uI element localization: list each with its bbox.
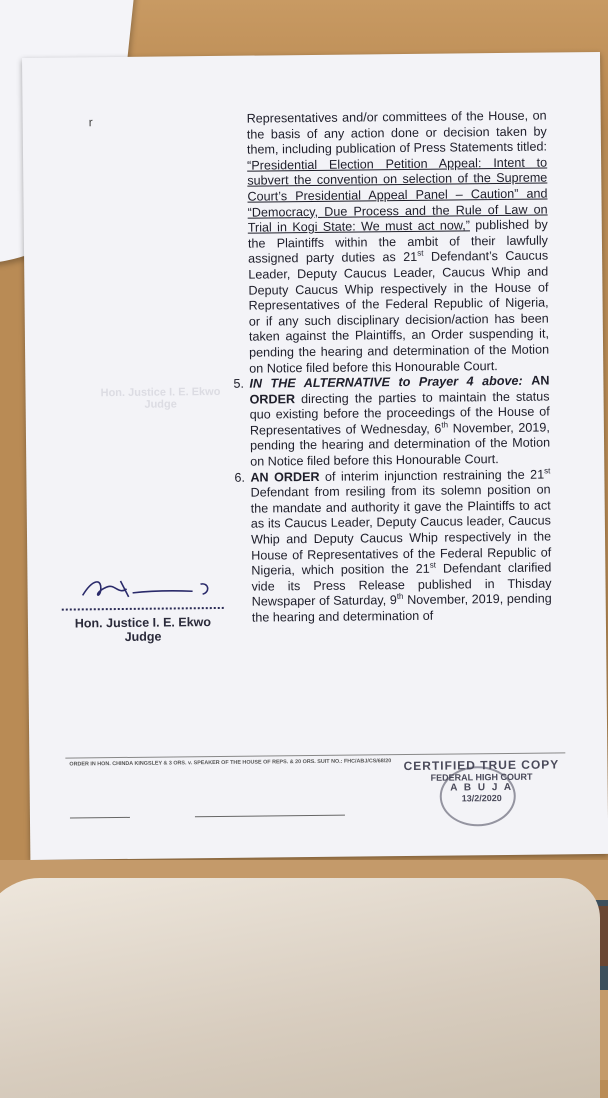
judge-name: Hon. Justice I. E. Ekwo (74, 615, 212, 631)
document-page (22, 52, 608, 860)
margin-mark: r (88, 115, 93, 130)
item-number: 6. (234, 470, 245, 485)
stamp-ring-icon (439, 766, 516, 827)
press-statement-titles: “Presidential Election Petition Appeal: Intent to subvert the convention on selection of the Supreme Court’s Presidential Appeal Panel – Caution” and “Democracy, Due Process and the Rule of Law on Trial in Kogi State: We must act now,” (247, 155, 548, 235)
footer-blank-line (70, 817, 130, 819)
order-label: AN ORDER (249, 373, 550, 407)
prayer-item-5: 5. IN THE ALTERNATIVE to Prayer 4 above: AN ORDER directing the parties to maintain the status quo existing before the proceedings of the House of Representatives of Wednesday, 6th November, 2019, pending the hearing and determination of the Motion on Notice filed before this Honourable Court. (233, 373, 551, 469)
signature-line (62, 607, 224, 611)
judge-signature-block (57, 572, 228, 645)
item-number: 5. (233, 376, 245, 391)
footer-citation: ORDER IN HON. CHINDA KINGSLEY & 3 ORS. v. SPEAKER OF THE HOUSE OF REPS. & 20 ORS. SUIT NO.: FHC/ABJ/CS/68/20 (69, 758, 392, 768)
continuation-paragraph: Representatives and/or committees of the House, on the basis of any action done or decision taken by them, including publication of Press Statements titled: “Presidential Election Petition Appeal: Intent to subvert the convention on selection of the Supreme Court’s Presidential Appeal Panel – Caution” and “Democracy, Due Process and the Rule of Law on Trial in Kogi State: We must act now,” published by the Plaintiffs within the ambit of their lawfully assigned party duties as 21st Defendant’s Caucus Leader, Deputy Caucus Leader, Caucus Whip and Deputy Caucus Whip respectively in the House of Representatives of the Federal Republic of Nigeria, or if any such disciplinary decision/action has been taken against the Plaintiffs, an Order suspending it, pending the hearing and determination of the Motion on Notice filed before this Honourable Court. (246, 108, 550, 376)
item-lead: IN THE ALTERNATIVE to Prayer 4 above: (249, 373, 523, 391)
ghost-show-through: Hon. Justice I. E. Ekwo Judge (100, 385, 221, 411)
judge-title: Judge (124, 629, 162, 644)
signature-scribble-icon (62, 572, 222, 604)
prayer-item-6: 6. AN ORDER of interim injunction restraining the 21st Defendant from resiling from its solemn position on the mandate and authority it gave the Plaintiffs to act as its Caucus Leader, Deputy Caucus leader, Caucus Whip and Deputy Caucus Whip respectively in the House of Representatives of the Federal Republic of Nigeria, which position the 21st Defendant clarified vide its Press Release published in Thisday Newspaper of Saturday, 9th November, 2019, pending the hearing and determination of (234, 465, 552, 625)
certified-true-copy-stamp: CERTIFIED TRUE COPY FEDERAL HIGH COURT A B U J A 13/2/2020 (391, 757, 571, 804)
order-label: AN ORDER (250, 469, 320, 485)
footer-blank-line (195, 815, 345, 818)
fabric-foreground (0, 878, 600, 1098)
document-body (233, 108, 552, 627)
